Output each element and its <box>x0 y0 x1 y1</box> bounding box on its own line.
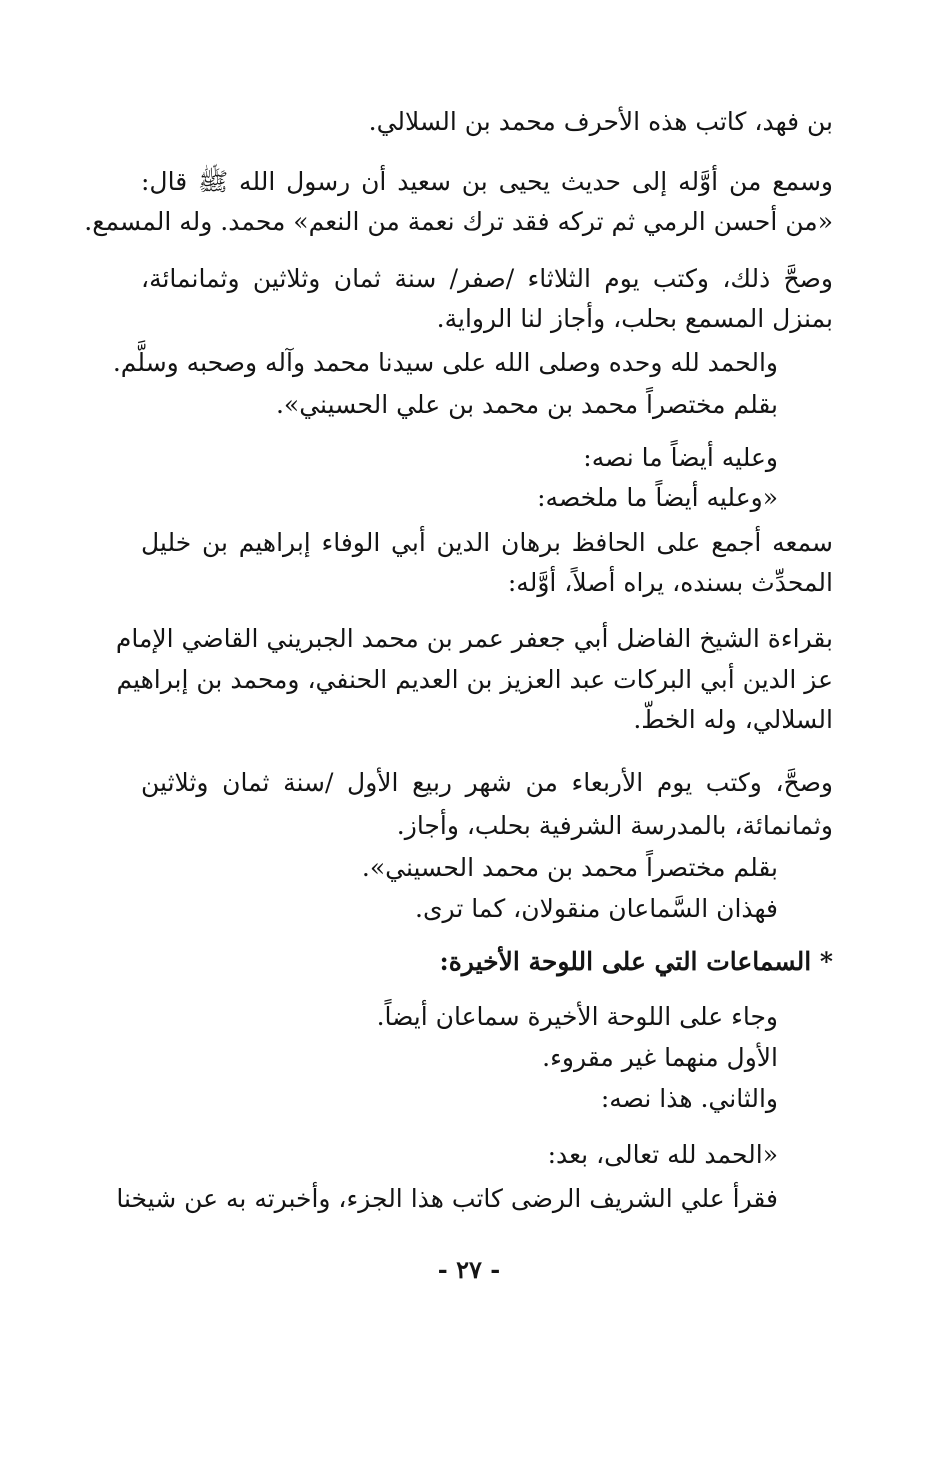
text-line: فقرأ علي الشريف الرضى كاتب هذا الجزء، وأخبرته به عن شيخنا <box>116 1184 778 1213</box>
text-line: «من أحسن الرمي ثم تركه فقد ترك نعمة من النعم» محمد. وله المسمع. <box>84 207 833 236</box>
text-line: سمعه أجمع على الحافظ برهان الدين أبي الوفاء إبراهيم بن خليل <box>141 528 833 557</box>
text-line: المحدِّث بسنده، يراه أصلاً، أوَّله: <box>507 568 833 597</box>
text-line: بن فهد، كاتب هذه الأحرف محمد بن السلالي. <box>368 107 833 136</box>
text-line: عز الدين أبي البركات عبد العزيز بن العديم الحنفي، ومحمد بن إبراهيم <box>116 665 833 694</box>
text-line: وجاء على اللوحة الأخيرة سماعان أيضاً. <box>376 1002 778 1031</box>
text-line: وثمانمائة، بالمدرسة الشرفية بحلب، وأجاز. <box>396 811 833 840</box>
text-line: بقلم مختصراً محمد بن محمد الحسيني». <box>361 853 778 882</box>
text-line: وعليه أيضاً ما نصه: <box>583 443 778 472</box>
text-line: «الحمد لله تعالى، بعد: <box>547 1140 778 1169</box>
text-line: السلالي، وله الخطّ. <box>633 705 833 734</box>
text-line: الأول منهما غير مقروء. <box>542 1043 778 1072</box>
text-line: بقراءة الشيخ الفاضل أبي جعفر عمر بن محمد الجبريني القاضي الإمام <box>115 624 833 653</box>
text-line: وصحَّ، وكتب يوم الأربعاء من شهر ربيع الأول /سنة ثمان وثلاثين <box>141 768 833 797</box>
text-line: والثاني. هذا نصه: <box>600 1084 778 1113</box>
text-line: والحمد لله وحده وصلى الله على سيدنا محمد وآله وصحبه وسلَّم. <box>112 348 778 377</box>
text-line: وصحَّ ذلك، وكتب يوم الثلاثاء /صفر/ سنة ثمان وثلاثين وثمانمائة، <box>141 264 833 293</box>
text-line: وسمع من أوَّله إلى حديث يحيى بن سعيد أن رسول الله ﷺ قال: <box>141 167 833 196</box>
page-number: - ٢٧ - <box>437 1255 501 1284</box>
text-line: «وعليه أيضاً ما ملخصه: <box>537 483 778 512</box>
text-line: فهذان السَّماعان منقولان، كما ترى. <box>415 894 778 923</box>
section-heading: * السماعات التي على اللوحة الأخيرة: <box>439 947 833 976</box>
text-line: بقلم مختصراً محمد بن محمد بن علي الحسيني». <box>275 390 778 419</box>
text-line: بمنزل المسمع بحلب، وأجاز لنا الرواية. <box>436 304 833 333</box>
